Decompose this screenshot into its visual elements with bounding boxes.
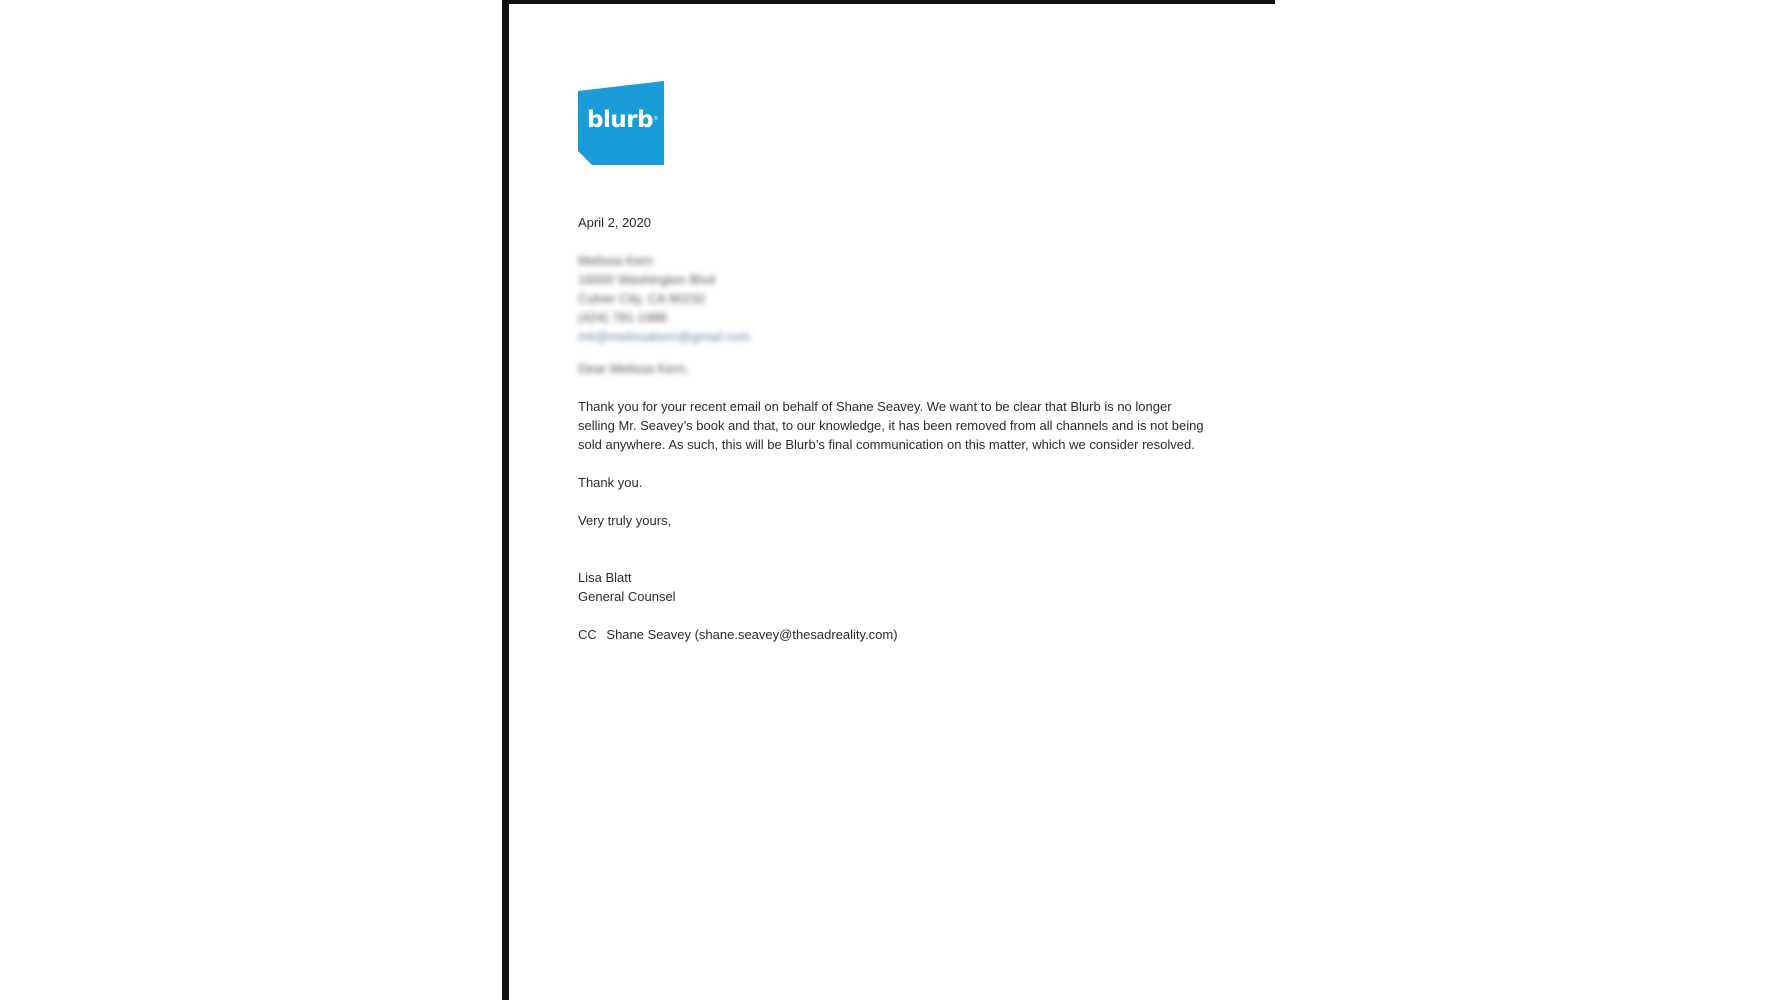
salutation-redacted: Dear Melissa Kern,	[578, 361, 689, 376]
cc-recipient: Shane Seavey (shane.seavey@thesadreality.com)	[606, 627, 898, 642]
recipient-address-redacted	[578, 251, 1228, 346]
logo-wordmark: blurb	[587, 107, 654, 133]
letter-date: April 2, 2020	[578, 215, 651, 230]
cc-label: CC	[578, 627, 597, 642]
letter-body: Thank you for your recent email on behalf of Shane Seavey. We want to be clear that Blurb is no longer selling Mr. Seavey’s book and that, to our knowledge, it has been removed from all channels and is not being sold anywhere. As such, this will be Blurb’s final communication on this matter, which we consider resolved.	[578, 399, 1204, 452]
signatory-title: General Counsel	[578, 589, 676, 604]
letter-document	[578, 81, 1228, 644]
page-left-edge	[502, 0, 509, 1000]
letter-thanks: Thank you.	[578, 475, 643, 490]
cc-line	[578, 625, 1228, 644]
address-line-street: 16000 Washington Blvd	[578, 272, 715, 287]
letter-closing: Very truly yours,	[578, 513, 672, 528]
address-line-phone: (424) 781-1988	[578, 310, 667, 325]
address-line-email: mk@melissakern@gmail.com	[578, 329, 751, 344]
address-line-city: Culver City, CA 90232	[578, 291, 705, 306]
address-line-name: Melissa Kern	[578, 253, 654, 268]
page-top-edge	[502, 0, 1275, 4]
signatory-name: Lisa Blatt	[578, 570, 632, 585]
logo-trademark: ®	[654, 116, 658, 122]
blurb-logo	[578, 81, 664, 165]
